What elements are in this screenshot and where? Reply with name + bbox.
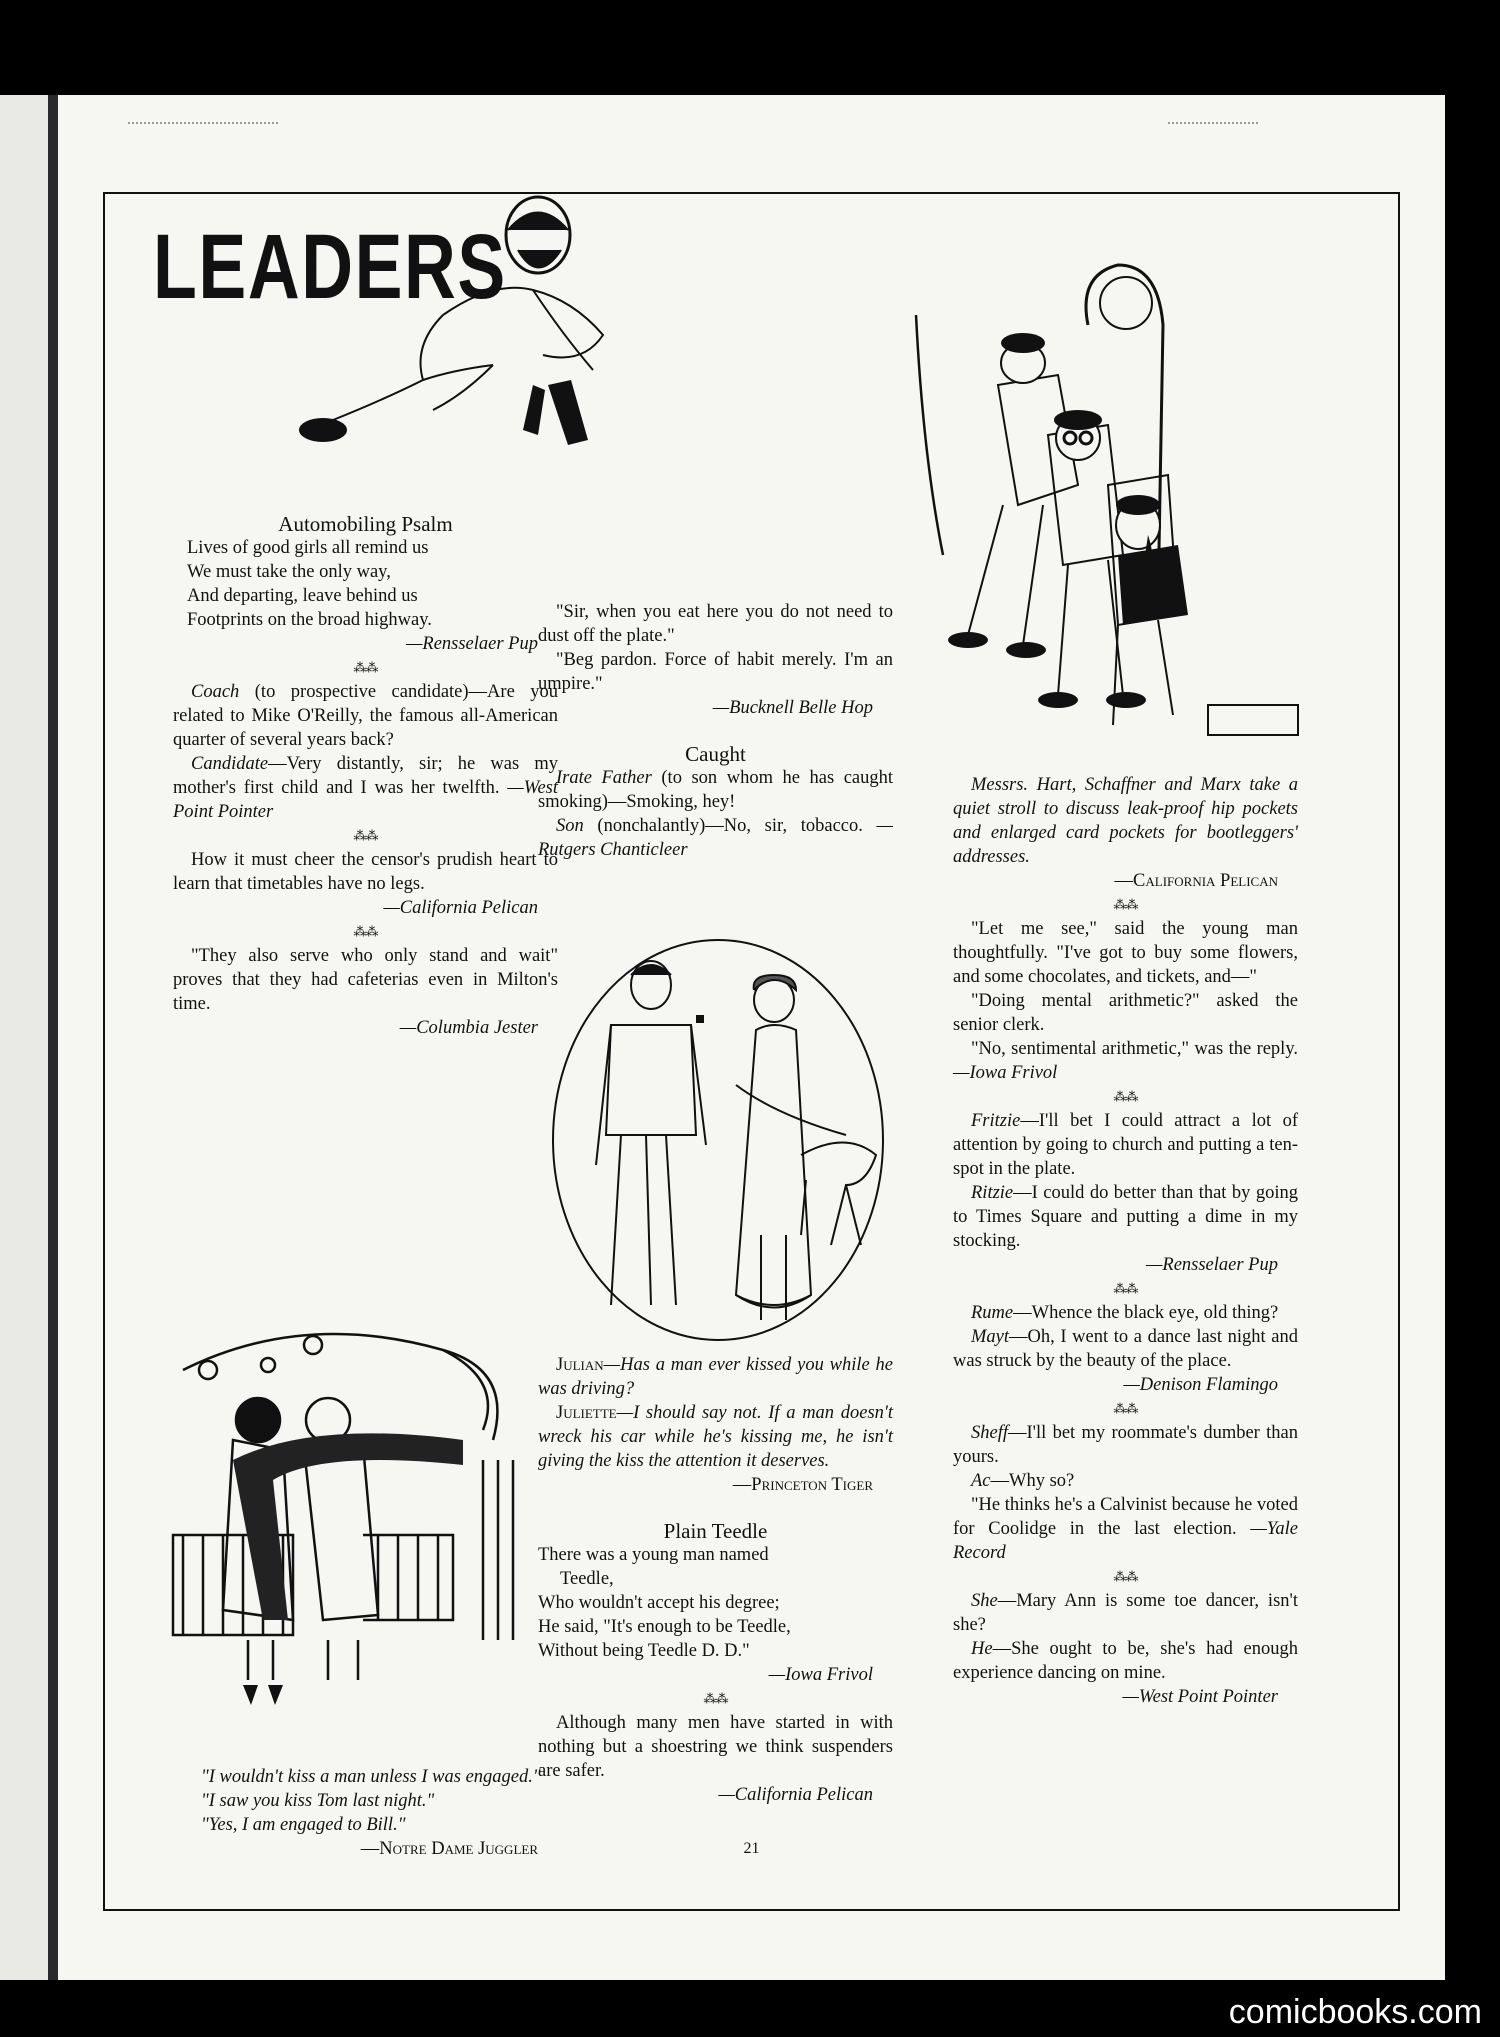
caption-line: "I saw you kiss Tom last night." bbox=[201, 1791, 435, 1811]
verse-line: Without being Teedle D. D." bbox=[538, 1641, 750, 1661]
joke-paragraph bbox=[538, 766, 893, 814]
joke-text: —Very distantly, sir; he was my mother's first child and I was her twelfth. bbox=[173, 754, 558, 798]
speaker-name: Julian bbox=[556, 1355, 604, 1375]
joke-paragraph bbox=[953, 1469, 1298, 1493]
ornament-divider: ⁂⁂ bbox=[1113, 1281, 1138, 1296]
joke-paragraph: "Doing mental arithmetic?" asked the senior clerk. bbox=[953, 991, 1298, 1035]
source-credit: —West Point Pointer bbox=[173, 778, 558, 822]
joke-text: —I'll bet my roommate's dumber than yours. bbox=[953, 1423, 1298, 1467]
joke-text: —Oh, I went to a dance last night and was struck by the beauty of the place. bbox=[953, 1327, 1298, 1371]
top-rule-left bbox=[128, 122, 278, 126]
joke-text: (to son whom he has caught smoking)—Smoking, hey! bbox=[538, 768, 894, 812]
joke-text: —Whence the black eye, old thing? bbox=[1013, 1303, 1279, 1323]
joke-paragraph: How it must cheer the censor's prudish heart to learn that timetables have no legs. bbox=[173, 850, 558, 894]
joke-paragraph: "Let me see," said the young man thoughtfully. "I've got to buy some flowers, and some chocolates, and tickets, and—" bbox=[953, 919, 1298, 987]
teedle-limerick bbox=[538, 1543, 893, 1663]
speaker-name: Sheff bbox=[971, 1423, 1008, 1443]
verse-line: And departing, leave behind us bbox=[187, 586, 418, 606]
caught-title: Caught bbox=[685, 742, 746, 766]
column-3 bbox=[953, 773, 1298, 1709]
joke-text: —She ought to be, she's had enough experience dancing on mine. bbox=[953, 1639, 1298, 1683]
source-credit: —Bucknell Belle Hop bbox=[712, 698, 873, 718]
source-credit: —Rutgers Chanticleer bbox=[538, 816, 893, 860]
joke-text: "No, sentimental arithmetic," was the reply. bbox=[971, 1039, 1298, 1059]
magazine-page bbox=[58, 95, 1445, 1980]
verse-line: Who wouldn't accept his degree; bbox=[538, 1593, 780, 1613]
ornament-divider: ⁂⁂ bbox=[353, 924, 378, 939]
joke-text: —I'll bet I could attract a lot of attention by going to church and putting a ten-spot in the plate. bbox=[953, 1111, 1298, 1179]
joke-paragraph bbox=[953, 1589, 1298, 1637]
psalm-title: Automobiling Psalm bbox=[278, 512, 453, 536]
speaker-name: Mayt bbox=[971, 1327, 1010, 1347]
page-number: 21 bbox=[743, 1840, 760, 1857]
joke-paragraph bbox=[953, 1181, 1298, 1253]
joke-paragraph: Although many men have started in with nothing but a shoestring we think suspenders are safer. bbox=[538, 1713, 893, 1781]
verse-line: Footprints on the broad highway. bbox=[187, 610, 432, 630]
illustration-caption: Messrs. Hart, Schaffner and Marx take a quiet stroll to discuss leak-proof hip pockets and enlarged card pockets for bootleggers' addresses. bbox=[953, 775, 1298, 867]
ornament-divider: ⁂⁂ bbox=[1113, 897, 1138, 912]
source-credit: —Princeton Tiger bbox=[732, 1475, 873, 1495]
joke-paragraph bbox=[953, 1637, 1298, 1685]
joke-paragraph bbox=[538, 1353, 893, 1401]
joke-text: —Has a man ever kissed you while he was driving? bbox=[538, 1355, 893, 1399]
source-credit: —Iowa Frivol bbox=[953, 1063, 1058, 1083]
verse-line: Teedle, bbox=[560, 1569, 614, 1589]
ornament-divider: ⁂⁂ bbox=[1113, 1569, 1138, 1584]
speaker-name: Ritzie bbox=[971, 1183, 1014, 1203]
joke-paragraph bbox=[173, 680, 558, 752]
verse-line: Lives of good girls all remind us bbox=[187, 538, 429, 558]
speaker-name: Rume bbox=[971, 1303, 1014, 1323]
speaker-name: Juliette bbox=[556, 1403, 617, 1423]
source-credit: —California Pelican bbox=[383, 898, 538, 918]
verse-line: We must take the only way, bbox=[187, 562, 391, 582]
joke-text: "He thinks he's a Calvinist because he voted for Coolidge in the last election. bbox=[953, 1495, 1298, 1539]
caption-line: "I wouldn't kiss a man unless I was engaged." bbox=[201, 1767, 541, 1787]
speaker-name: Son bbox=[556, 816, 584, 836]
source-credit: —West Point Pointer bbox=[1122, 1687, 1278, 1707]
speaker-name: Ac bbox=[971, 1471, 991, 1491]
speaker-name: Candidate bbox=[191, 754, 269, 774]
joke-paragraph bbox=[953, 1109, 1298, 1181]
ornament-divider: ⁂⁂ bbox=[353, 660, 378, 675]
joke-paragraph bbox=[953, 1493, 1298, 1565]
source-credit: —Columbia Jester bbox=[399, 1018, 538, 1038]
joke-text: —Mary Ann is some toe dancer, isn't she? bbox=[953, 1591, 1298, 1635]
women-bench-illustration bbox=[163, 1320, 563, 1720]
source-credit: —Yale Record bbox=[953, 1519, 1299, 1563]
couple-dog-illustration bbox=[546, 935, 891, 1345]
joke-paragraph bbox=[538, 814, 893, 862]
joke-paragraph bbox=[953, 1301, 1298, 1325]
title-cartoon-illustration bbox=[293, 195, 673, 455]
source-credit: —Rensselaer Pup bbox=[1145, 1255, 1278, 1275]
ornament-divider: ⁂⁂ bbox=[353, 828, 378, 843]
joke-text: —I could do better than that by going to Times Square and putting a dime in my stocking. bbox=[953, 1183, 1298, 1251]
ornament-divider: ⁂⁂ bbox=[1113, 1089, 1138, 1104]
speaker-name: Irate Father bbox=[556, 768, 652, 788]
joke-text: (nonchalantly)—No, sir, tobacco. bbox=[583, 816, 863, 836]
ornament-divider: ⁂⁂ bbox=[703, 1691, 728, 1706]
column-1 bbox=[173, 512, 558, 1040]
joke-paragraph bbox=[953, 1325, 1298, 1373]
speaker-name: He bbox=[971, 1639, 993, 1659]
speaker-name: Fritzie bbox=[971, 1111, 1021, 1131]
joke-paragraph: "Beg pardon. Force of habit merely. I'm an umpire." bbox=[538, 650, 893, 694]
teedle-title: Plain Teedle bbox=[663, 1519, 768, 1543]
joke-paragraph bbox=[173, 752, 558, 824]
psalm-verse bbox=[173, 536, 558, 632]
joke-paragraph: "They also serve who only stand and wait" proves that they had cafeterias even in Milton's time. bbox=[173, 946, 558, 1014]
source-credit: —California Pelican bbox=[718, 1785, 873, 1805]
source-credit: —Rensselaer Pup bbox=[405, 634, 538, 654]
left-page-edge bbox=[0, 95, 50, 1980]
source-credit: —Notre Dame Juggler bbox=[360, 1839, 538, 1859]
watermark: comicbooks.com bbox=[1228, 1993, 1482, 2031]
source-credit: —Denison Flamingo bbox=[1123, 1375, 1278, 1395]
caption-line: "Yes, I am engaged to Bill." bbox=[201, 1815, 406, 1835]
speaker-name: Coach bbox=[191, 682, 240, 702]
source-credit: —California Pelican bbox=[1114, 871, 1278, 891]
three-men-stroll-illustration bbox=[908, 225, 1308, 765]
verse-line: He said, "It's enough to be Teedle, bbox=[538, 1617, 791, 1637]
joke-text: (to prospective candidate)—Are you related to Mike O'Reilly, the famous all-American quarter of several years back? bbox=[173, 682, 558, 750]
book-gutter bbox=[48, 95, 58, 1980]
joke-paragraph bbox=[953, 1421, 1298, 1469]
joke-paragraph bbox=[538, 1401, 893, 1473]
joke-paragraph bbox=[953, 1037, 1298, 1085]
joke-text: —Why so? bbox=[990, 1471, 1075, 1491]
page-title: LEADERS bbox=[153, 216, 507, 318]
column-2-lower bbox=[538, 1353, 893, 1807]
top-rule-right bbox=[1168, 122, 1258, 126]
verse-line: There was a young man named bbox=[538, 1545, 769, 1565]
speaker-name: She bbox=[971, 1591, 998, 1611]
joke-text: —I should say not. If a man doesn't wreck his car while he's kissing me, he isn't giving the kiss the attention it deserves. bbox=[538, 1403, 893, 1471]
ornament-divider: ⁂⁂ bbox=[1113, 1401, 1138, 1416]
joke-paragraph: "Sir, when you eat here you do not need to dust off the plate." bbox=[538, 602, 893, 646]
source-credit: —Iowa Frivol bbox=[768, 1665, 873, 1685]
column-2 bbox=[538, 600, 893, 862]
